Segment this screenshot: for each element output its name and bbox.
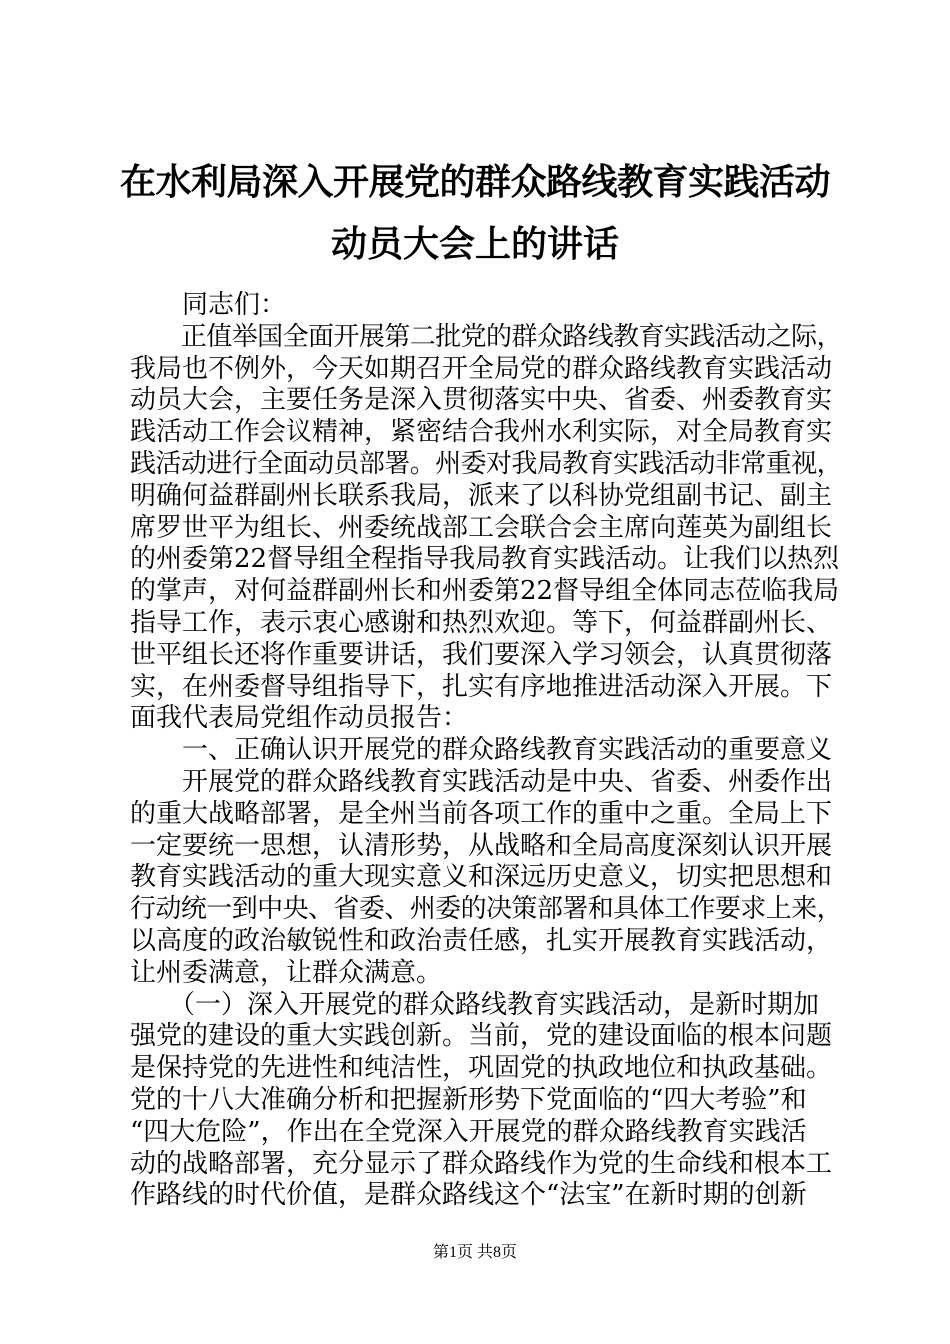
body-text-line: 教育实践活动的重大现实意义和深远历史意义，切实把思想和 [130, 862, 833, 893]
body-text-line: 党的十八大准确分析和把握新形势下党面临的“四大考验”和 [130, 1084, 807, 1115]
body-text-line: 践活动进行全面动员部署。州委对我局教育实践活动非常重视， [130, 448, 843, 479]
body-text-line: 践活动工作会议精神，紧密结合我州水利实际，对全局教育实 [130, 417, 833, 448]
document-title-line-2: 动员大会上的讲话 [330, 224, 619, 265]
body-text-line: 以高度的政治敏锐性和政治责任感，扎实开展教育实践活动， [130, 925, 833, 956]
body-text-line: 指导工作，表示衷心感谢和热烈欢迎。等下，何益群副州长、 [130, 607, 833, 638]
body-text-line: 作路线的时代价值，是群众路线这个“法宝”在新时期的创新 [130, 1180, 807, 1211]
body-text-line: “四大危险”，作出在全党深入开展党的群众路线教育实践活 [130, 1116, 807, 1147]
body-text-line: 的掌声，对何益群副州长和州委第22督导组全体同志莅临我局 [130, 576, 840, 607]
body-text-line: 让州委满意，让群众满意。 [130, 957, 443, 988]
body-text-line: 的州委第22督导组全程指导我局教育实践活动。让我们以热烈 [130, 544, 840, 575]
body-text-line: 强党的建设的重大实践创新。当前，党的建设面临的根本问题 [130, 1021, 833, 1052]
body-text-line: 一定要统一思想，认清形势，从战略和全局高度深刻认识开展 [130, 830, 833, 861]
body-text-line: 行动统一到中央、省委、州委的决策部署和具体工作要求上来， [130, 894, 843, 925]
body-text-line: （一）深入开展党的群众路线教育实践活动，是新时期加 [130, 989, 820, 1020]
body-text-line: 明确何益群副州长联系我局，派来了以科协党组副书记、副主 [130, 480, 833, 511]
body-text-line: 我局也不例外，今天如期召开全局党的群众路线教育实践活动 [130, 353, 833, 384]
body-text-line: 同志们： [130, 290, 287, 320]
document-title-line-1: 在水利局深入开展党的群众路线教育实践活动 [120, 162, 831, 203]
body-text-line: 正值举国全面开展第二批党的群众路线教育实践活动之际， [130, 321, 843, 352]
page-number-footer: 第1页 共8页 [432, 1244, 517, 1261]
body-text-line: 动的战略部署，充分显示了群众路线作为党的生命线和根本工 [130, 1148, 833, 1179]
body-text-line: 面我代表局党组作动员报告： [130, 703, 469, 734]
body-text-line: 实，在州委督导组指导下，扎实有序地推进活动深入开展。下 [130, 671, 833, 702]
body-text-line: 是保持党的先进性和纯洁性，巩固党的执政地位和执政基础。 [130, 1053, 833, 1084]
body-text-line: 开展党的群众路线教育实践活动是中央、省委、州委作出 [130, 766, 833, 797]
document-body [130, 290, 842, 1212]
body-text-line: 动员大会，主要任务是深入贯彻落实中央、省委、州委教育实 [130, 385, 833, 416]
body-text-line: 一、正确认识开展党的群众路线教育实践活动的重要意义 [130, 735, 833, 766]
body-text-line: 的重大战略部署，是全州当前各项工作的重中之重。全局上下 [130, 798, 833, 829]
body-text-line: 席罗世平为组长、州委统战部工会联合会主席向莲英为副组长 [130, 512, 833, 543]
body-text-line: 世平组长还将作重要讲话，我们要深入学习领会，认真贯彻落 [130, 639, 833, 670]
